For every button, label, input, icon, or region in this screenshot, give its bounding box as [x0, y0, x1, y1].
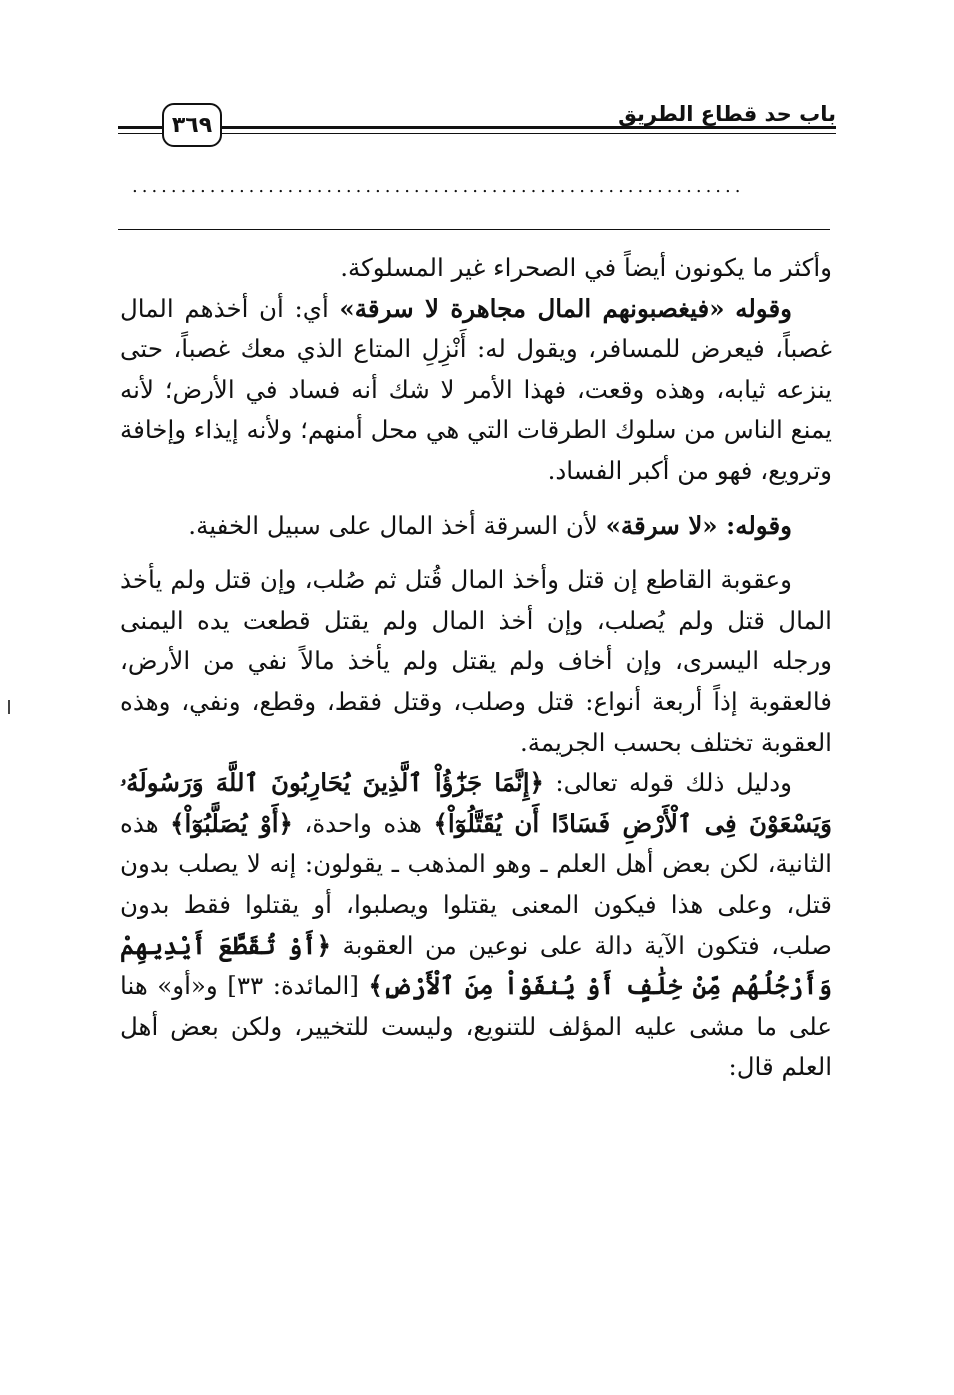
separator-rule	[118, 229, 830, 230]
quran-verse: ﴿أَوْ تُقَطَّعَ أَيْدِيهِمْ وَأَرْجُلُهُم مِّنْ خِلَٰفٍ أَوْ يُنفَوْاْ مِنَ ٱلْأَرْضِ﴾	[120, 930, 832, 1001]
paragraph	[120, 763, 832, 1088]
header-rule	[118, 126, 162, 129]
page-body	[120, 248, 832, 1088]
dotted-separator: ...............................................................	[132, 176, 745, 197]
paragraph	[120, 560, 832, 763]
paragraph-text: لأن السرقة أخذ المال على سبيل الخفية.	[188, 510, 606, 540]
scan-mark	[8, 700, 10, 714]
paragraph-text: أي: أن أخذهم المال غصباً، فيعرض للمسافر، ويقول له: أَنْزِلِ المتاع الذي معك غصباً، حتى ينزعه ثيابه، وهذه وقعت، فهذا الأمر لا شك أنه فساد في الأرض؛ لأنه يمنع الناس من سلوك الطرقات التي هي محل أمنهم؛ ولأنه إيذاء وإخافة وترويع، فهو من أكبر الفساد.	[120, 293, 832, 485]
header-rule	[221, 133, 836, 134]
header-rule	[221, 126, 836, 129]
paragraph	[120, 248, 832, 289]
paragraph-text: [المائدة: ٣٣] و«أو» هنا على ما مشى عليه المؤلف للتنويع، وليست للتخيير، ولكن بعض أهل العلم قال:	[120, 971, 832, 1082]
header-rule	[118, 133, 162, 134]
quran-verse: ﴿إِنَّمَا جَزَٰٓؤُاْ ٱلَّذِينَ يُحَارِبُونَ ٱللَّهَ وَرَسُولَهُۥ وَيَسْعَوْنَ فِى ٱلْأَرْضِ فَسَادًا أَن يُقَتَّلُوٓاْ﴾	[120, 768, 832, 838]
quoted-phrase: «فيغصبونهم المال مجاهرة لا سرقة»	[339, 293, 725, 323]
quran-verse: ﴿أَوْ يُصَلَّبُوٓاْ﴾	[170, 808, 293, 838]
quote-lead: وقوله:	[726, 510, 792, 540]
paragraph-text: وعقوبة القاطع إن قتل وأخذ المال قُتل ثم صُلب، وإن قتل ولم يأخذ المال قتل ولم يُصلب، وإن أخذ المال ولم يقتل قطعت يده اليمنى ورجله اليسرى، وإن أخاف ولم يقتل ولم يأخذ مالاً نفي من الأرض، فالعقوبة إذاً أربعة أنواع: قتل وصلب، وقتل فقط، وقطع، ونفي، وهذه العقوبة تختلف بحسب الجريمة.	[120, 565, 832, 757]
paragraph-text: ودليل ذلك قوله تعالى:	[543, 768, 792, 798]
quote-lead: وقوله	[735, 293, 792, 323]
quoted-phrase: «لا سرقة»	[605, 510, 727, 540]
running-title: باب حد قطاع الطريق	[618, 102, 836, 126]
paragraph	[120, 506, 832, 547]
paragraph-text: هذه واحدة،	[292, 808, 434, 838]
paragraph-text: هذه الثانية، لكن بعض أهل العلم ـ وهو المذهب ـ يقولون: إنه لا يصلب بدون قتل، وعلى هذا فيكون المعنى يقتلوا ويصلبوا، أو يقتلوا فقط بدون صلب، فتكون الآية دالة على نوعين من العقوبة	[120, 808, 832, 960]
paragraph-text: وأكثر ما يكونون أيضاً في الصحراء غير المسلوكة.	[340, 253, 832, 282]
page-number: ٣٦٩	[162, 103, 222, 147]
paragraph	[120, 289, 832, 492]
